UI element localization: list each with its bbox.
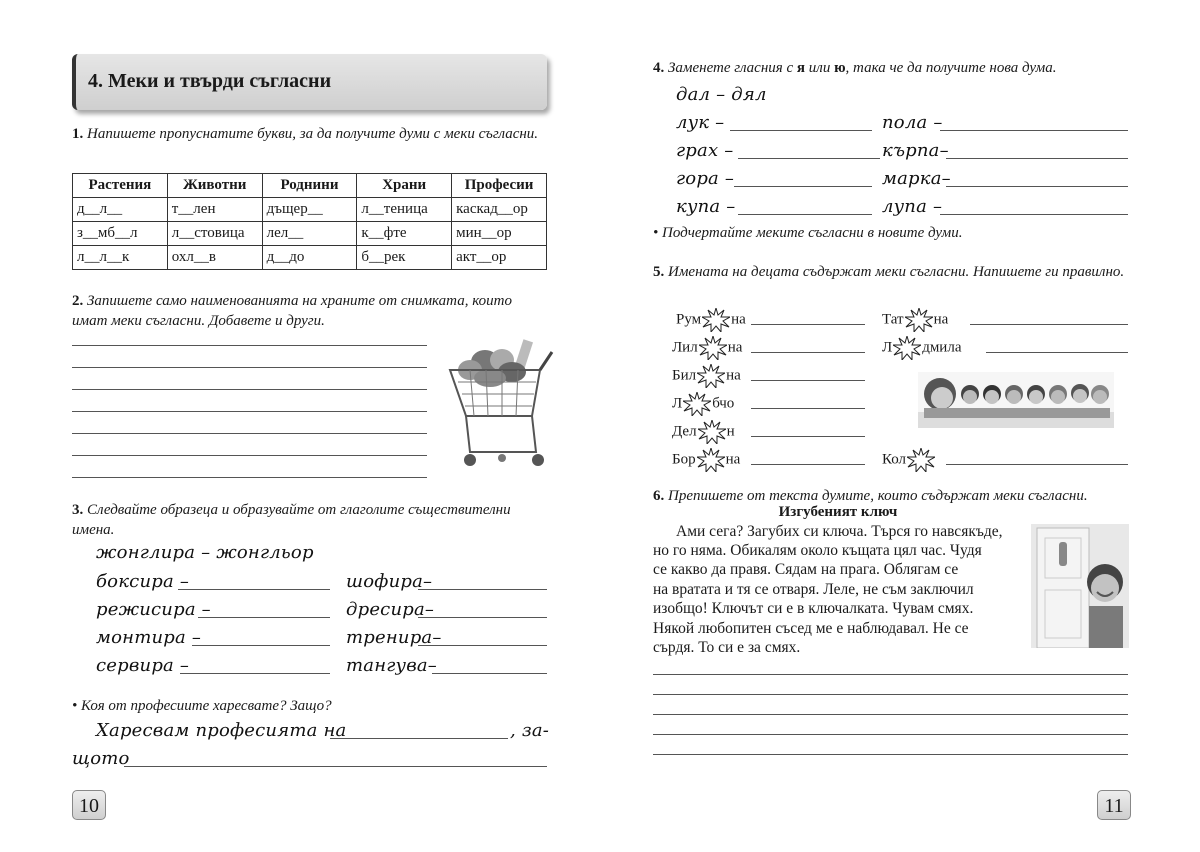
table-header: Растения bbox=[73, 174, 168, 198]
task-3-instruction: 3. Следвайте образеца и образувайте от глаголите съществителни имена. bbox=[72, 502, 511, 538]
table-header: Роднини bbox=[262, 174, 357, 198]
answer-line[interactable] bbox=[970, 324, 1128, 325]
table-header: Храни bbox=[357, 174, 452, 198]
table-row bbox=[73, 222, 547, 246]
verb-word: дресира– bbox=[346, 599, 435, 620]
answer-line[interactable] bbox=[730, 130, 872, 131]
child-name: Рум на bbox=[676, 308, 746, 332]
verb-word: монтира – bbox=[96, 627, 202, 648]
verb-word: режисира – bbox=[96, 599, 211, 620]
table-row bbox=[73, 246, 547, 270]
answer-line[interactable] bbox=[418, 645, 547, 646]
table-cell[interactable]: к__фте bbox=[357, 222, 452, 246]
child-name: Кол bbox=[882, 448, 936, 472]
answer-line[interactable] bbox=[178, 589, 330, 590]
answer-line[interactable] bbox=[198, 617, 330, 618]
table-cell[interactable]: охл__в bbox=[167, 246, 262, 270]
answer-line[interactable] bbox=[940, 130, 1128, 131]
story-line: се какво да правя. Сядам на прага. Облягам се bbox=[653, 561, 959, 578]
answer-line[interactable] bbox=[418, 589, 547, 590]
starburst-icon bbox=[697, 364, 725, 388]
answer-line[interactable] bbox=[751, 436, 865, 437]
answer-line[interactable] bbox=[751, 352, 865, 353]
lesson-title-box bbox=[72, 54, 547, 110]
writing-line[interactable] bbox=[72, 455, 427, 456]
page-number-right: 11 bbox=[1097, 790, 1131, 820]
verb-word: тренира– bbox=[346, 627, 442, 648]
vowel-word: пола – bbox=[882, 112, 943, 133]
story-line: Някой любопитен съсед ме е наблюдавал. Не се bbox=[653, 620, 969, 637]
verb-word: боксира – bbox=[96, 571, 190, 592]
answer-line[interactable] bbox=[751, 324, 865, 325]
task-1-instruction: 1. Напишете пропуснатите букви, за да получите думи с меки съгласни. bbox=[72, 126, 539, 142]
verb-word: шофира– bbox=[346, 571, 433, 592]
starburst-icon bbox=[702, 308, 730, 332]
table-cell[interactable]: л__стовица bbox=[167, 222, 262, 246]
lesson-title: 4. Меки и твърди съгласни bbox=[88, 70, 332, 92]
vowel-word: гора – bbox=[676, 168, 735, 189]
task-3-example: жонглира – жонгльор bbox=[96, 542, 314, 563]
writing-line[interactable] bbox=[72, 477, 427, 478]
starburst-icon bbox=[697, 448, 725, 472]
starburst-icon bbox=[698, 420, 726, 444]
page-number-left: 10 bbox=[72, 790, 106, 820]
writing-line[interactable] bbox=[653, 714, 1128, 715]
answer-line[interactable] bbox=[751, 408, 865, 409]
writing-line[interactable] bbox=[72, 411, 427, 412]
child-name: Бор на bbox=[672, 448, 740, 472]
vowel-word: лук – bbox=[676, 112, 725, 133]
starburst-icon bbox=[907, 448, 935, 472]
task-4-instruction: 4. Заменете гласния с я или ю, така че да получите нова дума. bbox=[653, 60, 1057, 76]
child-name: Лил на bbox=[672, 336, 742, 360]
table-header-row bbox=[73, 174, 547, 198]
story-line: но го няма. Обикалям около къщата цял час. Чудя bbox=[653, 542, 982, 559]
answer-line[interactable] bbox=[734, 186, 872, 187]
child-name: Л дмила bbox=[882, 336, 961, 360]
story-title: Изгубеният ключ bbox=[778, 504, 898, 520]
task-4-example: дал – дял bbox=[676, 84, 767, 105]
task-4-note: • Подчертайте меките съгласни в новите думи. bbox=[653, 225, 963, 241]
profession-question: • Коя от професиите харесвате? Защо? bbox=[72, 698, 332, 714]
writing-line[interactable] bbox=[653, 674, 1128, 675]
vowel-word: марка– bbox=[882, 168, 951, 189]
starburst-icon bbox=[905, 308, 933, 332]
shopping-cart-image bbox=[440, 332, 558, 474]
answer-line[interactable] bbox=[946, 158, 1128, 159]
answer-line[interactable] bbox=[940, 214, 1128, 215]
starburst-icon bbox=[893, 336, 921, 360]
writing-line[interactable] bbox=[653, 734, 1128, 735]
answer-line[interactable] bbox=[751, 464, 865, 465]
table-cell[interactable]: акт__ор bbox=[452, 246, 547, 270]
task-6-instruction: 6. Препишете от текста думите, които съдържат меки съгласни. bbox=[653, 488, 1088, 504]
table-header: Професии bbox=[452, 174, 547, 198]
starburst-icon bbox=[683, 392, 711, 416]
table-cell[interactable]: д__до bbox=[262, 246, 357, 270]
table-cell[interactable]: б__рек bbox=[357, 246, 452, 270]
answer-line[interactable] bbox=[330, 738, 508, 739]
story-line: изобщо! Ключът си е в ключалката. Чувам смях. bbox=[653, 600, 974, 617]
answer-line[interactable] bbox=[124, 766, 547, 767]
story-line: на вратата и тя се отваря. Леле, не съм заключил bbox=[653, 581, 974, 598]
vowel-word: купа – bbox=[676, 196, 736, 217]
child-name: Дел н bbox=[672, 420, 735, 444]
verb-word: сервира – bbox=[96, 655, 190, 676]
children-photo bbox=[918, 372, 1114, 428]
table-cell[interactable]: дъщер__ bbox=[262, 198, 357, 222]
table-cell[interactable]: л__теница bbox=[357, 198, 452, 222]
writing-line[interactable] bbox=[653, 694, 1128, 695]
table-cell[interactable]: каскад__ор bbox=[452, 198, 547, 222]
writing-line[interactable] bbox=[72, 433, 427, 434]
boy-at-door-photo bbox=[1031, 524, 1129, 648]
vowel-word: грах – bbox=[676, 140, 734, 161]
table-cell[interactable]: л__л__к bbox=[73, 246, 168, 270]
answer-line[interactable] bbox=[986, 352, 1128, 353]
answer-line[interactable] bbox=[946, 464, 1128, 465]
task-5-instruction: 5. Имената на децата съдържат меки съгласни. Напишете ги правилно. bbox=[653, 264, 1125, 280]
table-cell[interactable]: д__л__ bbox=[73, 198, 168, 222]
starburst-icon bbox=[699, 336, 727, 360]
vowel-word: кърпа– bbox=[882, 140, 949, 161]
writing-line[interactable] bbox=[72, 389, 427, 390]
child-name: Бил на bbox=[672, 364, 741, 388]
vowel-word: лупа – bbox=[882, 196, 943, 217]
writing-line[interactable] bbox=[72, 367, 427, 368]
answer-line[interactable] bbox=[738, 158, 880, 159]
table-cell[interactable]: мин__ор bbox=[452, 222, 547, 246]
table-cell[interactable]: т__лен bbox=[167, 198, 262, 222]
writing-line[interactable] bbox=[653, 754, 1128, 755]
answer-line[interactable] bbox=[418, 617, 547, 618]
story-line: Ами сега? Загубих си ключа. Търся го навсякъде, bbox=[676, 523, 1003, 540]
table-header: Животни bbox=[167, 174, 262, 198]
answer-start-text: Харесвам професията на bbox=[96, 720, 347, 741]
answer-line[interactable] bbox=[432, 673, 547, 674]
table-cell[interactable]: з__мб__л bbox=[73, 222, 168, 246]
writing-line[interactable] bbox=[72, 345, 427, 346]
table-cell[interactable]: лел__ bbox=[262, 222, 357, 246]
answer-line[interactable] bbox=[180, 673, 330, 674]
word-table bbox=[72, 173, 547, 270]
verb-word: тангува– bbox=[346, 655, 438, 676]
child-name: Тат на bbox=[882, 308, 948, 332]
child-name: Л бчо bbox=[672, 392, 734, 416]
answer-line[interactable] bbox=[946, 186, 1128, 187]
answer-mid-text: , за- bbox=[510, 720, 550, 741]
table-row bbox=[73, 198, 547, 222]
answer-line[interactable] bbox=[751, 380, 865, 381]
answer-end-text: щото bbox=[72, 748, 130, 769]
task-2-instruction: 2. Запишете само наименованията на храните от снимката, които имат меки съгласни. Добавете и други. bbox=[72, 293, 512, 329]
answer-line[interactable] bbox=[192, 645, 330, 646]
answer-line[interactable] bbox=[738, 214, 872, 215]
story-line: сърдя. То си е за смях. bbox=[653, 639, 801, 656]
